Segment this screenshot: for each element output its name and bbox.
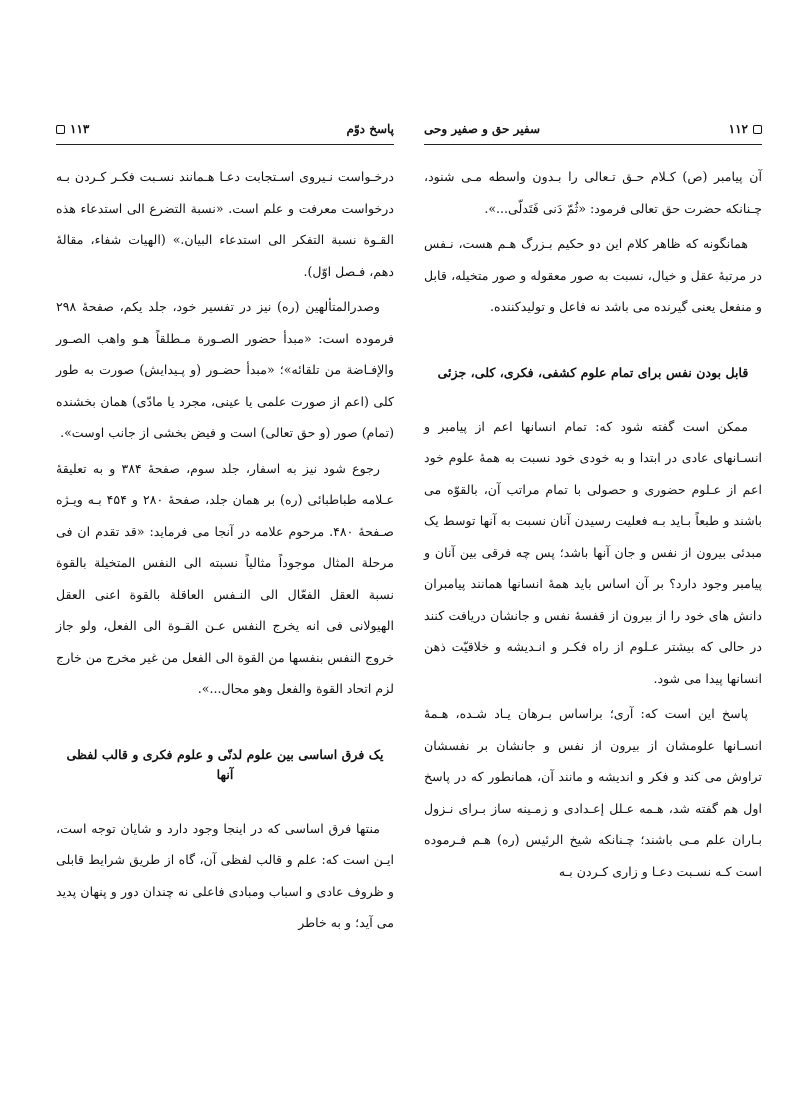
square-ornament-icon	[56, 125, 65, 134]
running-title: پاسخ دوّم	[346, 122, 394, 136]
paragraph: همانگونه كه ظاهر كلام اين دو حكيم بـزرگ هـم هست، نـفس در مرتبهٔ عقل و خيال، نسبت به صور معقوله و صور متخيله، قابل و منفعل يعنى گيرنده مى باشد نه فاعل و توليدكننده.	[424, 236, 762, 314]
paragraph: رجوع شود نيز به اسفار، جلد سوم، صفحهٔ ۳۸۴ و به تعليقهٔ عـلامه طباطبائى (ره) بر همان جلد، صفحهٔ ۲۸۰ و ۴۵۴ بـه ويـژه صـفحهٔ ۴۸۰. مرحوم علامه در آنجا مى فرمايد: «قد تقدم ان فى مرحلة المثال موجوداً مثالياً نسبته الى النفس المتخيلة بالقوة نسبة العقل الفعّال الى النـفس العاقلة بالقوة اعنى العقل الهيولانى فى انه يخرج النفس عـن القـوة الى الفعل، ولو جاز خروج النفس بنفسها من القوة الى الفعل من غير مخرج من خارج لزم اتحاد القوة والفعل وهو محال...».	[56, 460, 395, 696]
paragraph: پاسخ اين است كه: آرى؛ براساس بـرهان يـاد شـده، هـمهٔ انسـانها علومشان از بيرون از نفس و جانشان بر نفسشان تراوش مى كند و فكر و انديشه و مانند آن، همانطور كه در پاسخ اول هم گفته شد، هـمه عـلل إعـدادى و زمـينه ساز بـراى نـزول بـاران علم مـى باشند؛ چـنانكه شيخ الرئيس (ره) هـم فـرموده است كـه نسـبت دعـا و زارى كـردن بـه	[424, 706, 762, 879]
left-page	[56, 118, 394, 943]
page-number-text: ۱۱۲	[728, 122, 748, 136]
paragraph: درخـواست نـیروی اسـتجابت دعـا هـمانند نسـبت فكـر كـردن بـه درخواست معرفت و علم است. «نسبة التضرع الى استدعاء هذه القـوة نسبة التفكر الى استدعاء البيان.» (الهيات شفاء، مقالهٔ دهم، فـصل اوّل).	[56, 169, 394, 279]
right-page	[424, 118, 762, 891]
square-ornament-icon	[753, 125, 762, 134]
paragraph: منتها فرق اساسى كه در اينجا وجود دارد و شايان توجه است، ايـن است كه: علم و قالب لفظى آن، گاه از طريق شرايط قابلى و ظروف عادى و اسباب ومبادى فاعلى نه چندان دور و پنهان پديد مى آيد؛ و به خاطر	[56, 820, 394, 930]
paragraph: آن پيامبر (ص) كـلام حـق تـعالى را بـدون واسطه مـى شنود، چـنانكه حضرت حق تعالى فرمود: «ثُمّ دَنى فَتَدلّى...».	[424, 169, 762, 216]
paragraph: ممكن است گفته شود كه: تمام انسانها اعم از پيامبر و انسـانهاى عادى در ابتدا و به خودى خود نسبت به همهٔ علوم خود اعم از عـلوم حضورى و حصولى با تمام مراتب آن، بالقوّه مى باشند و طبعاً بـايد بـه فعليت رسيدن آنان نسبت به آنها توسط يک مبدئى بيرون از نفس و جان آنها باشد؛ پس چه فرقى بين آنان و پيامبر وجود دارد؟ بر آن اساس بايد همهٔ انسانها همانند پيامبران دانش هاى خود را از بيرون از قفسهٔ نفس و جانشان دريافت كنند در حالى كه بيشتر عـلوم از راه فكـر و انـديشه و خلاقيّت ذهن انسانها پيدا مى شود.	[424, 418, 762, 686]
left-page-header	[56, 118, 394, 145]
page-number-text: ۱۱۳	[70, 122, 90, 136]
section-heading: قابل بودن نفس براى تمام علوم كشفى، فكرى، كلى، جزئى	[437, 364, 749, 380]
running-title: سفير حق و صفير وحى	[424, 122, 541, 136]
section-heading: يک فرق اساسى بين علوم لدنّى و علوم فكرى و قالب لفظى آنها	[66, 746, 384, 782]
page-number	[56, 122, 89, 136]
page-number	[729, 122, 762, 136]
right-page-header	[424, 118, 762, 145]
paragraph: وصدرالمتألهين (ره) نيز در تفسير خود، جلد يكم، صفحهٔ ۲۹۸ فرموده است: «مبدأ حضور الصـورة مـطلقاً هـو واهب الصـور والإفـاضة من تلقائه»؛ «مبدأ حضـور (و پـيدايش) صورت به طور كلى (اعم از صورت علمى يا عينى، مجرد يا مادّى) همان بخشنده (تمام) صور (و حق تعالى) است و فيض بخشى از جانب اوست».	[56, 299, 394, 440]
